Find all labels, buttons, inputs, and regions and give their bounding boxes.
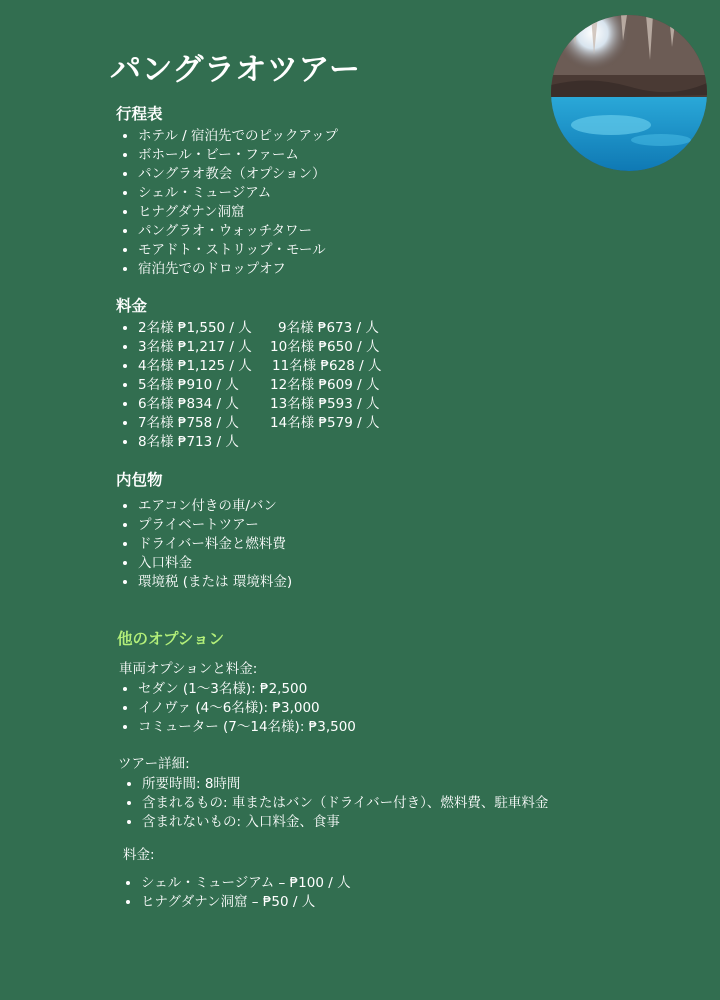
list-item: • エアコン付きの車/バン — [138, 497, 292, 516]
list-item: • 所要時間: 8時間 — [142, 775, 548, 794]
inclusions-heading: 内包物 — [116, 471, 163, 489]
price-item: 12名様 ₱609 / 人 — [270, 377, 380, 393]
list-item: • 環境税 (または 環境料金) — [138, 573, 292, 592]
list-item: • ボホール・ビー・ファーム — [138, 146, 338, 165]
tour-details-list — [120, 775, 548, 832]
cave-photo-icon — [551, 15, 707, 171]
list-item: • パングラオ・ウォッチタワー — [138, 222, 338, 241]
price-item: 14名様 ₱579 / 人 — [270, 415, 380, 431]
other-options-heading: 他のオプション — [117, 630, 225, 648]
price-item: • 2名様 ₱1,550 / 人 — [138, 319, 252, 338]
inclusions-list — [116, 497, 292, 592]
list-item: • モアドト・ストリップ・モール — [138, 241, 338, 260]
price-item: • 5名様 ₱910 / 人 — [138, 376, 252, 395]
vehicle-options-list — [116, 680, 356, 737]
itinerary-list — [116, 127, 338, 279]
list-item: • ヒナグダナン洞窟 – ₱50 / 人 — [141, 893, 351, 912]
itinerary-heading: 行程表 — [116, 105, 163, 123]
price-item: • 3名様 ₱1,217 / 人 — [138, 338, 252, 357]
price-item: 10名様 ₱650 / 人 — [270, 339, 380, 355]
fees-list — [119, 874, 351, 912]
list-item: • セダン (1〜3名様): ₱2,500 — [138, 680, 356, 699]
price-item: 9名様 ₱673 / 人 — [278, 320, 379, 336]
list-item: • ドライバー料金と燃料費 — [138, 535, 292, 554]
price-item: • 6名様 ₱834 / 人 — [138, 395, 252, 414]
pricing-heading: 料金 — [116, 297, 148, 315]
list-item: • パングラオ教会（オプション） — [138, 165, 338, 184]
list-item: • 宿泊先でのドロップオフ — [138, 260, 338, 279]
price-item: 13名様 ₱593 / 人 — [270, 396, 380, 412]
list-item: • プライベートツアー — [138, 516, 292, 535]
pricing-list-left — [116, 319, 252, 452]
list-item: • ヒナグダナン洞窟 — [138, 203, 338, 222]
price-item: • 8名様 ₱713 / 人 — [138, 433, 252, 452]
list-item: • 含まれるもの: 車またはバン（ドライバー付き）、燃料費、駐車料金 — [142, 794, 548, 813]
list-item: • 含まれないもの: 入口料金、食事 — [142, 813, 548, 832]
list-item: • ホテル / 宿泊先でのピックアップ — [138, 127, 338, 146]
tour-details-label: ツアー詳細: — [118, 756, 190, 772]
fees-label: 料金: — [123, 847, 155, 863]
list-item: • シェル・ミュージアム — [138, 184, 338, 203]
price-item: • 4名様 ₱1,125 / 人 — [138, 357, 252, 376]
price-item: 11名様 ₱628 / 人 — [272, 358, 382, 374]
price-item: • 7名様 ₱758 / 人 — [138, 414, 252, 433]
vehicle-options-label: 車両オプションと料金: — [119, 661, 258, 677]
list-item: • シェル・ミュージアム – ₱100 / 人 — [141, 874, 351, 893]
list-item: • 入口料金 — [138, 554, 292, 573]
pricing-list-right — [270, 319, 381, 433]
list-item: • イノヴァ (4〜6名様): ₱3,000 — [138, 699, 356, 718]
page-title: パングラオツアー — [110, 52, 361, 88]
list-item: • コミューター (7〜14名様): ₱3,500 — [138, 718, 356, 737]
